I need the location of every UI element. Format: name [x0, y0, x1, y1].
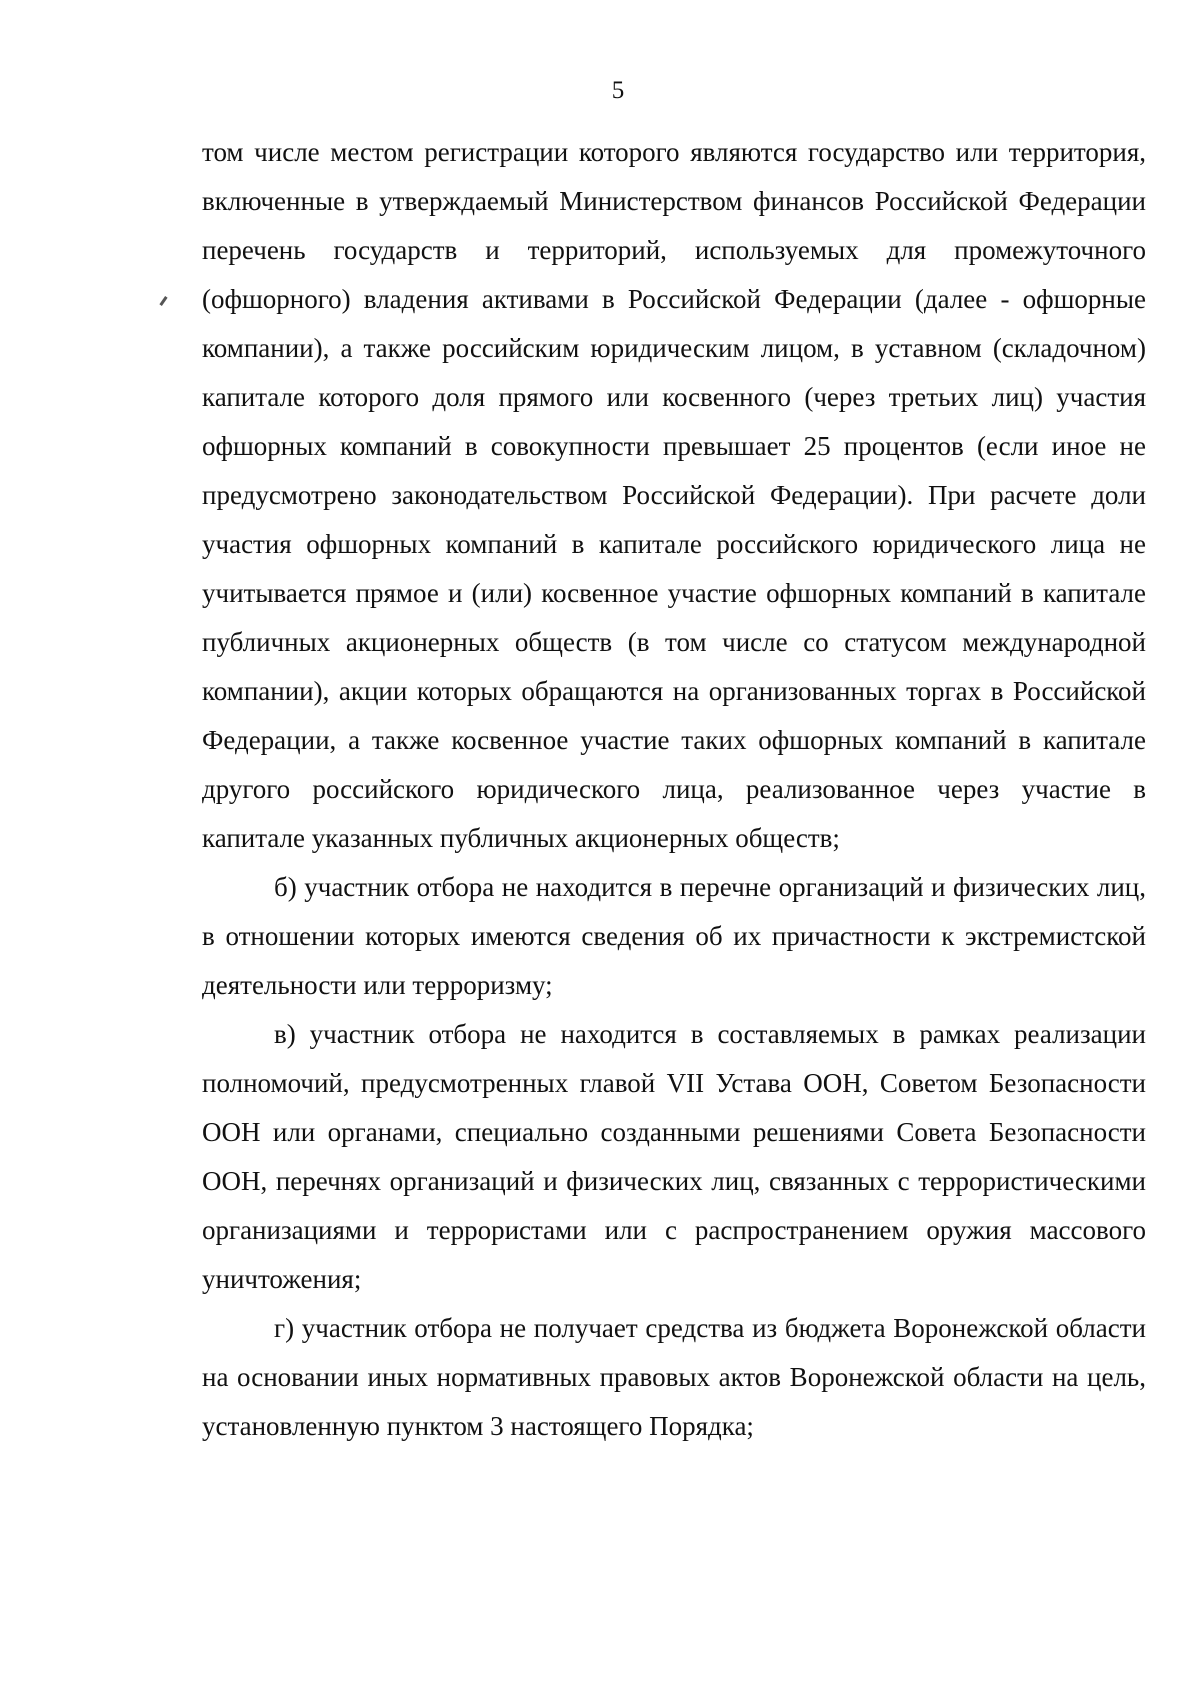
page-number: 5	[611, 77, 625, 104]
paragraph-g: г) участник отбора не получает средства из бюджета Воронежской области на основании иных нормативных правовых актов Воронежской области на цель, установленную пунктом 3 настоящего Порядка;	[202, 1313, 1146, 1441]
paragraph-v: в) участник отбора не находится в составляемых в рамках реализации полномочий, предусмотренных главой VII Устава ООН, Советом Безопасности ООН или органами, специально созданными решениями Совета Безопасности ООН, перечнях организаций и физических лиц, связанных с террористическими организациями и террористами или с распространением оружия массового уничтожения;	[202, 1019, 1146, 1294]
margin-mark	[159, 296, 167, 306]
document-body	[202, 128, 1146, 1451]
paragraph-continuation: том числе местом регистрации которого являются государство или территория, включенные в утверждаемый Министерством финансов Российской Федерации перечень государств и территорий, используемых для промежуточного (офшорного) владения активами в Российской Федерации (далее - офшорные компании), а также российским юридическим лицом, в уставном (складочном) капитале которого доля прямого или косвенного (через третьих лиц) участия офшорных компаний в совокупности превышает 25 процентов (если иное не предусмотрено законодательством Российской Федерации). При расчете доли участия офшорных компаний в капитале российского юридического лица не учитывается прямое и (или) косвенное участие офшорных компаний в капитале публичных акционерных обществ (в том числе со статусом международной компании), акции которых обращаются на организованных торгах в Российской Федерации, а также косвенное участие таких офшорных компаний в капитале другого российского юридического лица, реализованное через участие в капитале указанных публичных акционерных обществ;	[202, 137, 1146, 853]
paragraph-b: б) участник отбора не находится в перечне организаций и физических лиц, в отношении которых имеются сведения об их причастности к экстремистской деятельности или терроризму;	[202, 872, 1146, 1000]
